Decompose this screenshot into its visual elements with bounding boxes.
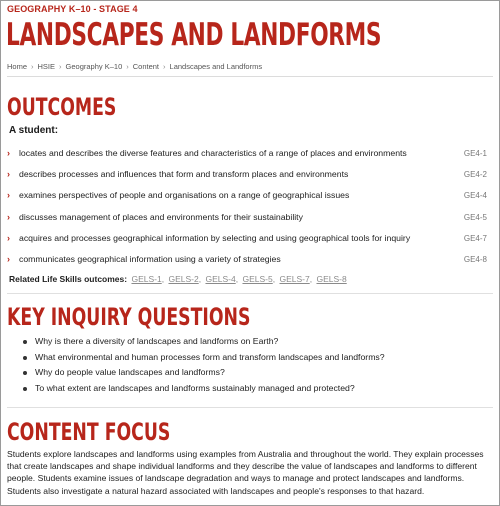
section-divider (7, 407, 493, 408)
inquiry-question (23, 350, 385, 366)
outcome-code: GE4-4 (463, 191, 487, 201)
breadcrumb-separator: › (59, 62, 62, 71)
bullet-icon (23, 356, 27, 360)
inquiry-questions-list (23, 334, 385, 396)
breadcrumb-home[interactable]: Home (7, 62, 28, 71)
life-skills-link[interactable]: GELS-5 (242, 274, 273, 284)
page-title: LANDSCAPES AND LANDFORMS (6, 17, 382, 53)
chevron-right-icon: › (7, 148, 10, 158)
breadcrumb-current: Landscapes and Landforms (169, 62, 263, 71)
outcome-text: acquires and processes geographical information by selecting and using geographical tools for inquiry (19, 232, 411, 243)
outcome-item (7, 164, 491, 185)
chevron-right-icon: › (7, 211, 10, 222)
inquiry-question (23, 334, 385, 350)
life-skills-link[interactable]: GELS-1 (131, 274, 162, 284)
chevron-right-icon: › (7, 190, 10, 201)
breadcrumb-divider (7, 76, 493, 77)
outcome-code: GE4-5 (463, 212, 487, 222)
life-skills-label: Related Life Skills outcomes: (9, 274, 128, 284)
outcome-item (7, 143, 491, 164)
bullet-icon (23, 340, 27, 344)
breadcrumb-separator: › (163, 62, 166, 71)
outcomes-list (7, 143, 491, 270)
outcome-code: GE4-2 (463, 170, 487, 180)
breadcrumb-separator: › (31, 62, 34, 71)
stage-label: GEOGRAPHY K–10 - STAGE 4 (7, 4, 138, 14)
bullet-icon (23, 371, 27, 375)
breadcrumb-hsie[interactable]: HSIE (37, 62, 56, 71)
outcomes-heading: OUTCOMES (7, 93, 117, 121)
life-skills-outcomes: Related Life Skills outcomes: GELS-1, GELS-2, GELS-4, GELS-5, GELS-7, GELS-8 (9, 274, 347, 284)
chevron-right-icon: › (7, 169, 10, 180)
inquiry-question-text: To what extent are landscapes and landforms sustainably managed and protected? (35, 382, 355, 393)
inquiry-question-text: Why do people value landscapes and landforms? (35, 367, 225, 377)
life-skills-link[interactable]: GELS-4 (205, 274, 236, 284)
life-skills-link[interactable]: GELS-2 (168, 274, 199, 284)
outcomes-lead: A student: (9, 125, 59, 136)
content-focus-heading: CONTENT FOCUS (7, 418, 171, 446)
outcome-item (7, 207, 491, 228)
outcome-code: GE4-8 (463, 254, 487, 264)
outcome-text: discusses management of places and environments for their sustainability (19, 211, 303, 222)
breadcrumb-content[interactable]: Content (132, 62, 160, 71)
section-divider (7, 293, 493, 294)
outcome-text: examines perspectives of people and organisations on a range of geographical issues (19, 190, 350, 201)
life-skills-link[interactable]: GELS-8 (316, 274, 347, 284)
breadcrumb-separator: › (126, 62, 129, 71)
outcome-text: describes processes and influences that form and transform places and environments (19, 169, 349, 180)
breadcrumb-geography[interactable]: Geography K–10 (65, 62, 123, 71)
chevron-right-icon: › (7, 253, 10, 264)
outcome-item (7, 185, 491, 206)
content-focus-text: Students explore landscapes and landforms using examples from Australia and throughout the world. They explain processes that create landscapes and shape individual landforms and they describe the value of landscapes and landforms to different people. Students examine issues of landscape degradation and ways to manage and protect landscapes and landforms. Students also investigate a natural hazard associated with landscapes and people's responses to that hazard. (7, 449, 484, 496)
chevron-right-icon: › (7, 232, 10, 243)
outcome-code: GE4-1 (463, 149, 487, 158)
bullet-icon (23, 387, 27, 391)
outcome-item (7, 249, 491, 270)
inquiry-question-text: What environmental and human processes form and transform landscapes and landforms? (35, 351, 385, 362)
breadcrumb (7, 62, 262, 71)
outcome-item (7, 228, 491, 249)
outcome-code: GE4-7 (463, 233, 487, 243)
life-skills-link[interactable]: GELS-7 (279, 274, 310, 284)
inquiry-question-text: Why is there a diversity of landscapes and landforms on Earth? (35, 336, 279, 346)
inquiry-question (23, 381, 385, 397)
inquiry-question (23, 365, 385, 381)
outcome-text: locates and describes the diverse features and characteristics of a range of places and environments (19, 148, 407, 158)
outcome-text: communicates geographical information using a variety of strategies (19, 253, 281, 264)
key-inquiry-heading: KEY INQUIRY QUESTIONS (7, 303, 251, 331)
